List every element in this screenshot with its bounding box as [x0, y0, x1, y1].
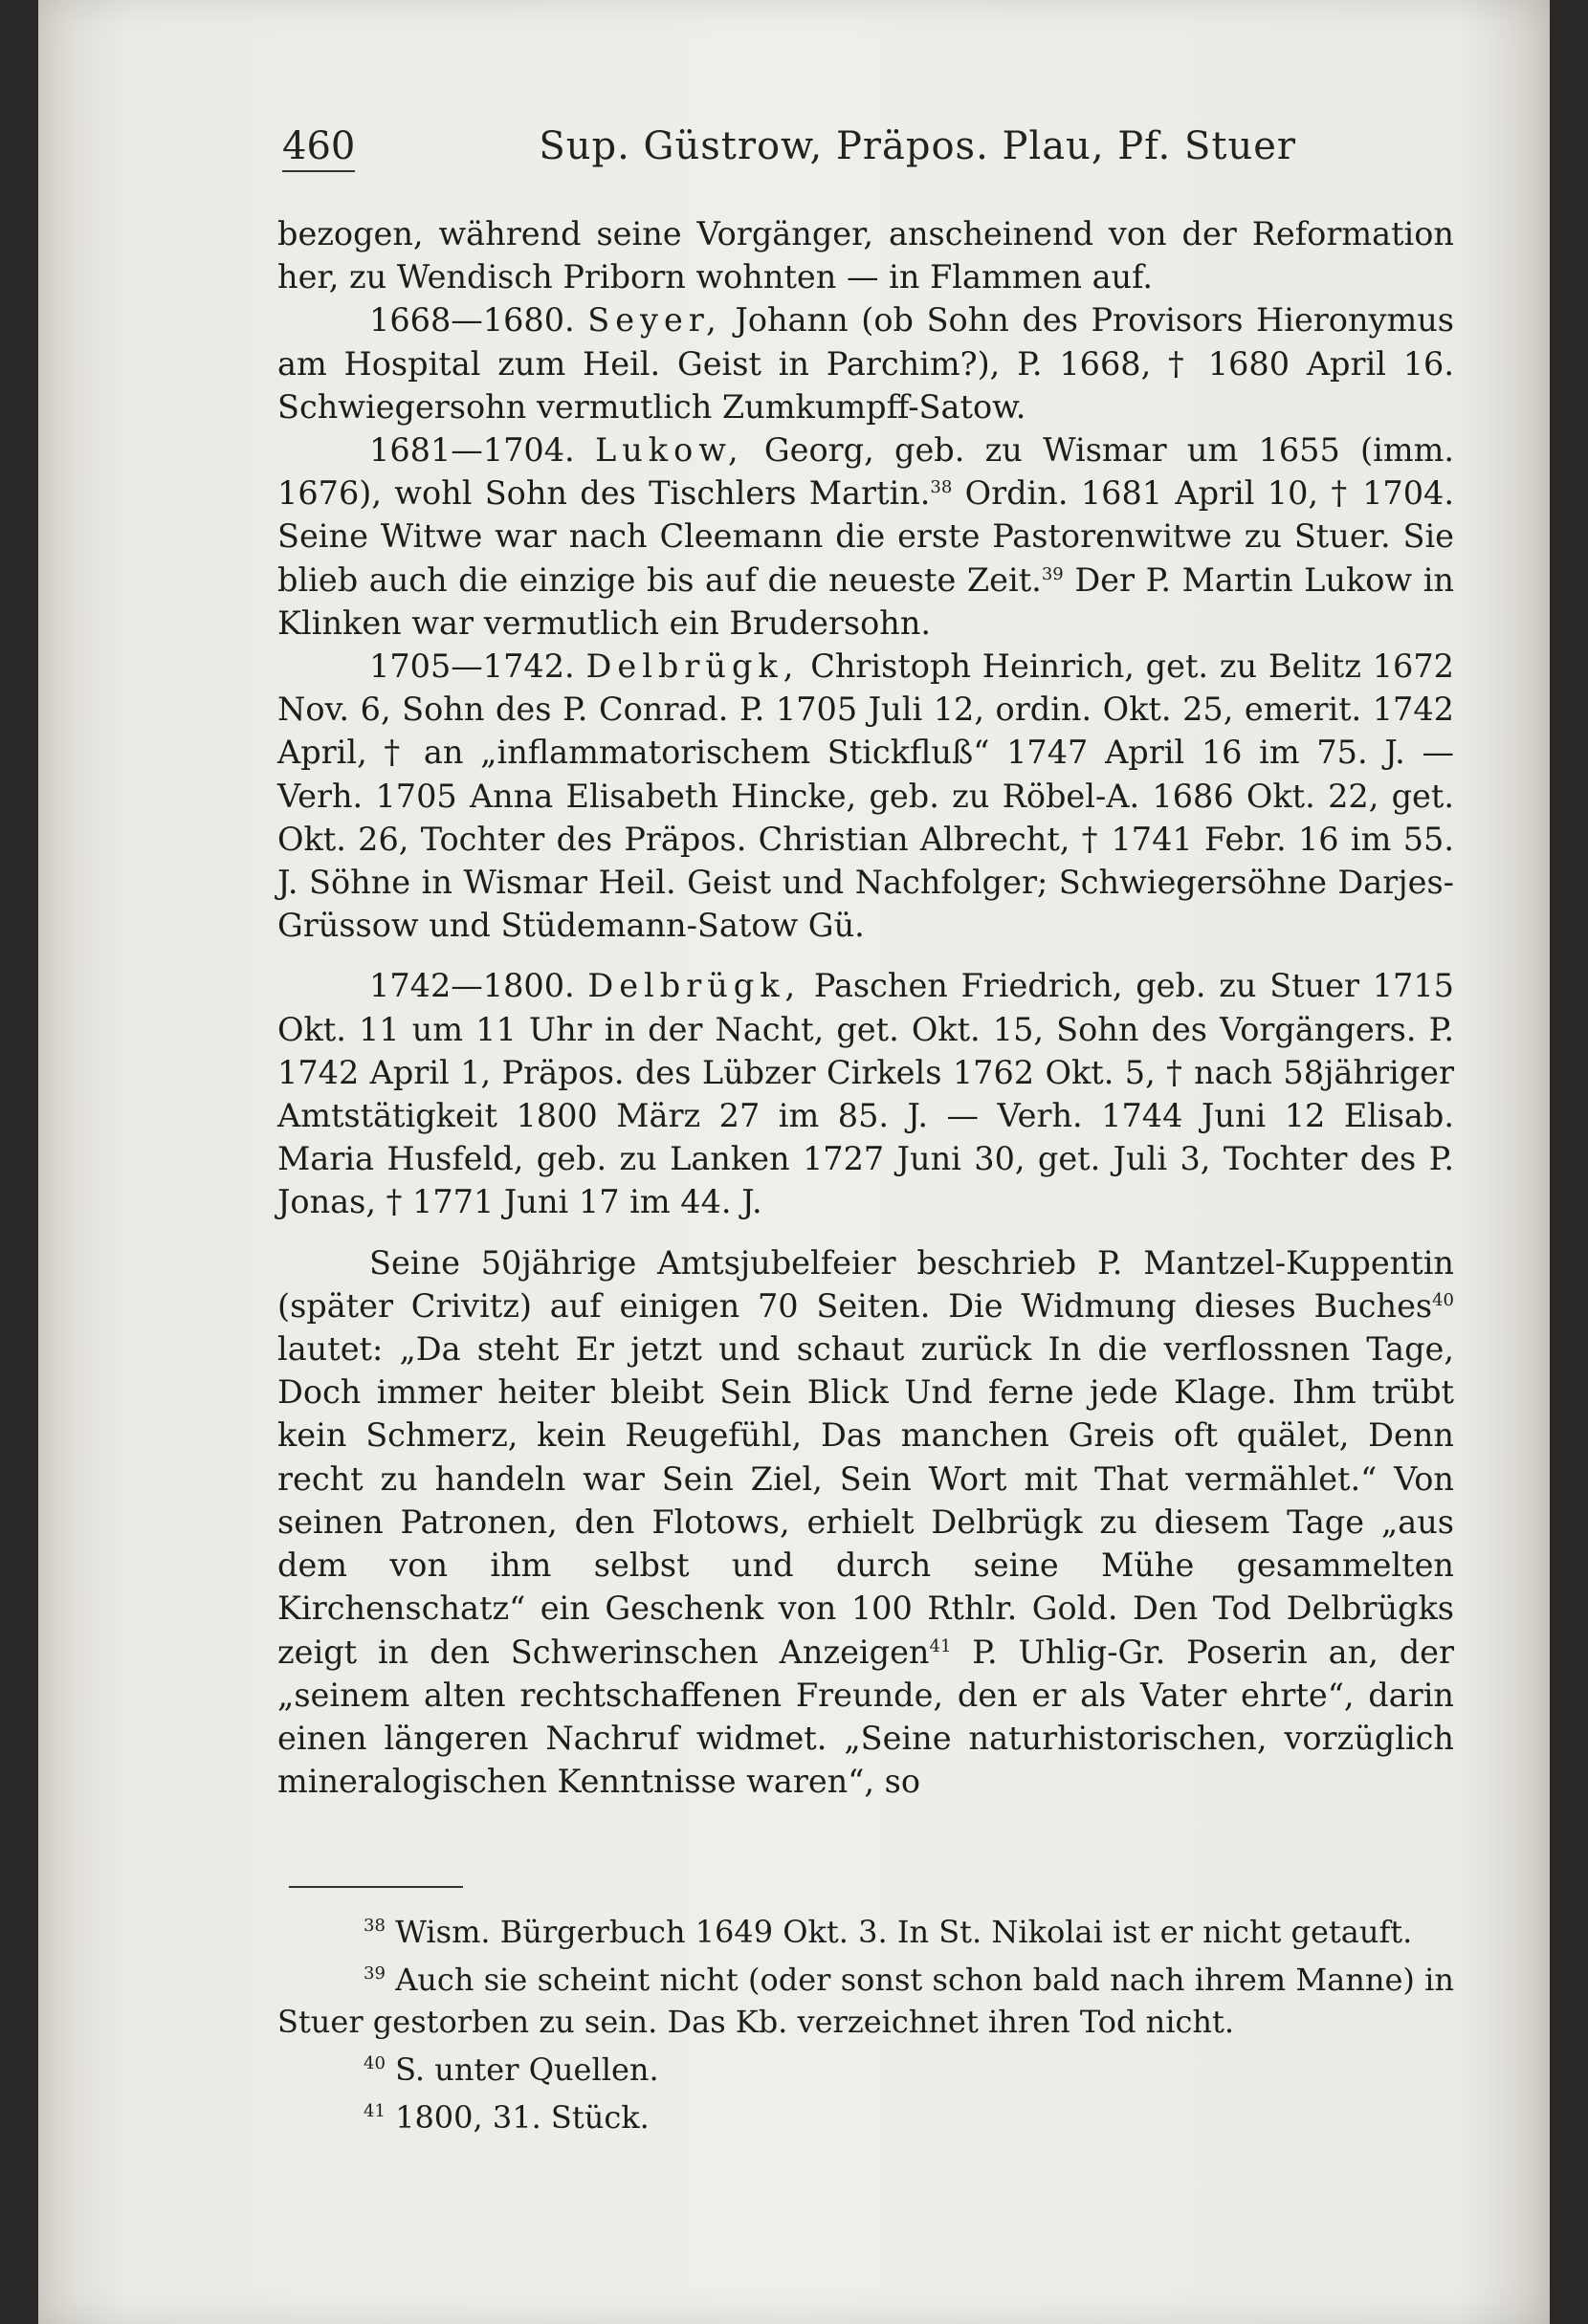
- entry-name: Lukow,: [594, 431, 744, 470]
- footnotes: [277, 1911, 1454, 2144]
- page-number: 460: [282, 124, 356, 168]
- running-header: [282, 124, 1296, 182]
- main-text: [277, 212, 1454, 1803]
- footnote-ref: 41: [929, 1635, 952, 1656]
- footnote-ref: 39: [1041, 563, 1064, 584]
- paragraph-jubilee: Seine 50jährige Amtsjubelfeier beschrieb P. Mantzel-Kuppentin (später Crivitz) auf einigen 70 Seiten. Die Widmung dieses Buches$^{40}$ lautet: „Da steht Er jetzt und schaut zurück In die verflossnen Tage, Doch immer heiter bleibt Sein Blick Und ferne jede Klage. Ihm trübt kein Schmerz, kein Reugefühl, Das manchen Greis oft quälet, Denn recht zu handeln war Sein Ziel, Sein Wort mit That vermählet.“ Von seinen Patronen, den Flotows, erhielt Delbrügk zu diesem Tage „aus dem von ihm selbst und durch seine Mühe gesammelten Kirchenschatz“ ein Geschenk von 100 Rthlr. Gold. Den Tod Delbrügks zeigt in den Schwerinschen Anzeigen$^{41}$ P. Uhlig-Gr. Poserin an, der „seinem alten rechtschaffenen Freunde, den er als Vater ehrte“, darin einen längeren Nachruf widmet. „Seine naturhistorischen, vorzüglich mineralogischen Kenntnisse waren“, so: [277, 1243, 1454, 1801]
- paragraph-continuation: bezogen, während seine Vorgänger, anscheinend von der Reformation her, zu Wendisch Priborn wohnten — in Flammen auf.: [277, 215, 1454, 296]
- entry-name: Seyer,: [587, 301, 722, 340]
- footnote: $^{38}$ Wism. Bürgerbuch 1649 Okt. 3. In St. Nikolai ist er nicht getauft.: [364, 1914, 1413, 1950]
- running-title: Sup. Güstrow, Präpos. Plau, Pf. Stuer: [539, 124, 1296, 168]
- footnote: $^{41}$ 1800, 31. Stück.: [364, 2099, 650, 2136]
- footnote-divider: [289, 1886, 463, 1888]
- entry-name: Delbrügk,: [585, 647, 800, 686]
- book-page: [38, 0, 1550, 2324]
- footnote-ref: 38: [930, 477, 953, 498]
- entry-seyer: 1668—1680. Seyer, Johann (ob Sohn des Provisors Hieronymus am Hospital zum Heil. Geist in Parchim?), P. 1668, † 1680 April 16. Schwiegersohn vermutlich Zumkumpff-Satow.: [277, 301, 1455, 426]
- entry-delbruegk-paschen: 1742—1800. Delbrügk, Paschen Friedrich, geb. zu Stuer 1715 Okt. 11 um 11 Uhr in der Nacht, get. Okt. 15, Sohn des Vorgängers. P. 1742 April 1, Präpos. des Lübzer Cirkels 1762 Okt. 5, † nach 58jähriger Amtstätigkeit 1800 März 27 im 85. J. — Verh. 1744 Juni 12 Elisab. Maria Husfeld, geb. zu Lanken 1727 Juni 30, get. Juli 3, Tochter des P. Jonas, † 1771 Juni 17 im 44. J.: [277, 967, 1454, 1221]
- footnote-ref: 40: [1432, 1289, 1454, 1310]
- footnote: $^{40}$ S. unter Quellen.: [364, 2051, 659, 2088]
- entry-name: Delbrügk,: [587, 967, 802, 1005]
- footnote: $^{39}$ Auch sie scheint nicht (oder sonst schon bald nach ihrem Manne) in Stuer gestorben zu sein. Das Kb. verzeichnet ihren Tod nicht.: [277, 1962, 1455, 2040]
- entry-lukow: 1681—1704. Lukow, Georg, geb. zu Wismar um 1655 (imm. 1676), wohl Sohn des Tischlers Martin.$^{38}$ Ordin. 1681 April 10, † 1704. Seine Witwe war nach Cleemann die erste Pastorenwitwe zu Stuer. Sie blieb auch die einzige bis auf die neueste Zeit.$^{39}$ Der P. Martin Lukow in Klinken war vermutlich ein Brudersohn.: [277, 431, 1455, 642]
- entry-delbruegk-christoph: 1705—1742. Delbrügk, Christoph Heinrich, get. zu Belitz 1672 Nov. 6, Sohn des P. Conrad. P. 1705 Juli 12, ordin. Okt. 25, emerit. 1742 April, † an „inflammatorischem Stickfluß“ 1747 April 16 im 75. J. — Verh. 1705 Anna Elisabeth Hincke, geb. zu Röbel-A. 1686 Okt. 22, get. Okt. 26, Tochter des Präpos. Christian Albrecht, † 1741 Febr. 16 im 55. J. Söhne in Wismar Heil. Geist und Nachfolger; Schwiegersöhne Darjes-Grüssow und Stüdemann-Satow Gü.: [277, 647, 1454, 945]
